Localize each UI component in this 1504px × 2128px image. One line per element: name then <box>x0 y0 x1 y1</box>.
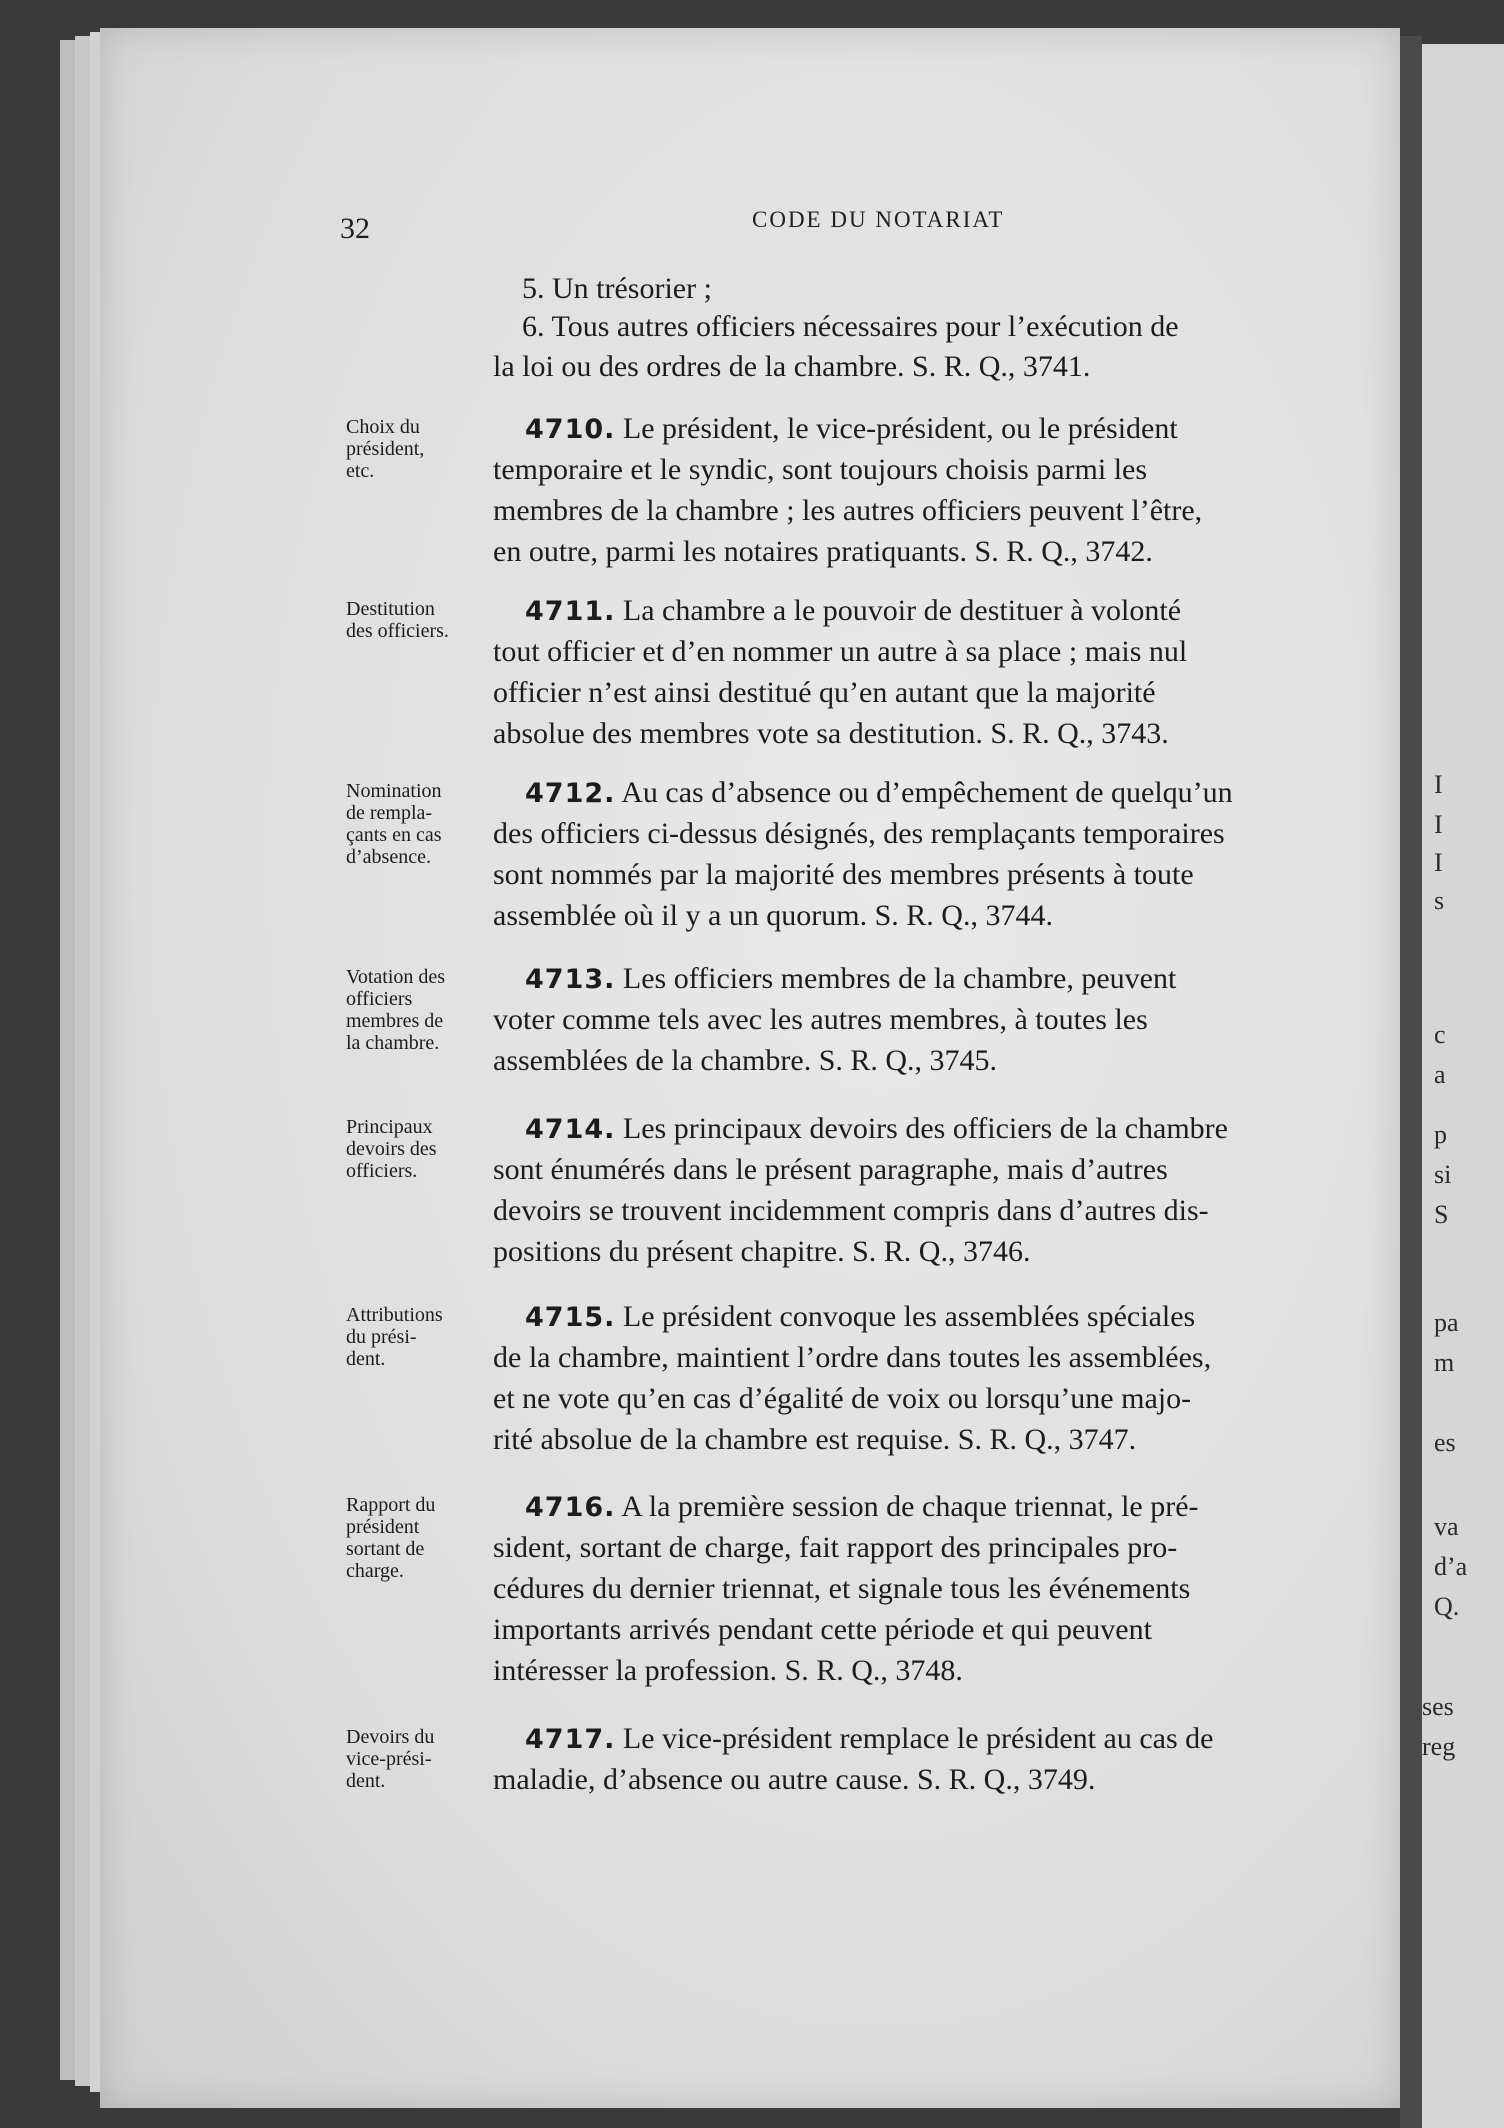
facing-page-fragment: va <box>1434 1512 1459 1541</box>
article-number: 4713. <box>525 964 616 995</box>
margin-note-line: Nomination <box>346 780 442 802</box>
article-number: 4715. <box>525 1302 616 1333</box>
facing-page-fragment: Q. <box>1434 1592 1460 1621</box>
facing-page-fragment: reg <box>1422 1732 1456 1761</box>
article-text: Les principaux devoirs des officiers de la chambre <box>615 1112 1228 1145</box>
margin-note <box>346 1494 496 1582</box>
margin-note-line: d’absence. <box>346 846 431 868</box>
article-line: intéresser la profession. S. R. Q., 3748. <box>493 1654 963 1687</box>
margin-note-line: président, <box>346 438 425 460</box>
margin-note-line: officiers <box>346 988 413 1010</box>
margin-note-line: sortant de <box>346 1538 425 1560</box>
article-line: de la chambre, maintient l’ordre dans toutes les assemblées, <box>493 1341 1212 1374</box>
article-number: 4711. <box>525 596 616 627</box>
facing-page-fragment: c <box>1434 1020 1446 1049</box>
facing-page-edge <box>1422 44 1504 2128</box>
facing-page-fragment: s <box>1434 886 1445 915</box>
article-line <box>525 412 1178 446</box>
margin-note-line: Rapport du <box>346 1494 436 1516</box>
facing-page-fragment: pa <box>1434 1308 1459 1337</box>
facing-page-fragment: I <box>1434 770 1443 799</box>
margin-note <box>346 1116 496 1182</box>
margin-note <box>346 598 496 642</box>
article-number: 4717. <box>525 1724 616 1755</box>
article-line: assemblées de la chambre. S. R. Q., 3745. <box>493 1044 998 1077</box>
margin-note-line: Choix du <box>346 416 420 438</box>
article-line <box>525 1722 1213 1756</box>
article-text: Le vice-président remplace le président au cas de <box>615 1722 1214 1755</box>
article-line <box>525 1300 1195 1334</box>
article-line: voter comme tels avec les autres membres, à toutes les <box>493 1003 1148 1036</box>
margin-note <box>346 780 496 868</box>
margin-note-line: du prési- <box>346 1326 417 1348</box>
article-line <box>525 962 1176 996</box>
facing-page-fragment: m <box>1434 1348 1455 1377</box>
margin-note-line: membres de <box>346 1010 444 1032</box>
article-line: sont nommés par la majorité des membres présents à toute <box>493 858 1194 891</box>
article-line: des officiers ci-dessus désignés, des remplaçants temporaires <box>493 817 1225 850</box>
article-line: sident, sortant de charge, fait rapport des principales pro- <box>493 1531 1178 1564</box>
article-line: tout officier et d’en nommer un autre à sa place ; mais nul <box>493 635 1188 668</box>
article-line: absolue des membres vote sa destitution. S. R. Q., 3743. <box>493 717 1169 750</box>
margin-note-line: charge. <box>346 1560 404 1582</box>
article-number: 4710. <box>525 414 616 445</box>
facing-page-fragment: d’a <box>1434 1552 1468 1581</box>
article-line: et ne vote qu’en cas d’égalité de voix ou lorsqu’une majo- <box>493 1382 1192 1415</box>
article-line <box>525 1490 1199 1524</box>
margin-note-line: Principaux <box>346 1116 433 1138</box>
facing-page-fragment: a <box>1434 1060 1446 1089</box>
margin-note-line: devoirs des <box>346 1138 437 1160</box>
margin-note-line: Devoirs du <box>346 1726 435 1748</box>
text-line: 5. Un trésorier ; <box>522 272 712 305</box>
article-line: assemblée où il y a un quorum. S. R. Q., 3744. <box>493 899 1053 932</box>
article-line: membres de la chambre ; les autres officiers peuvent l’être, <box>493 494 1203 527</box>
text-line: 6. Tous autres officiers nécessaires pour l’exécution de <box>522 310 1179 343</box>
margin-note-line: çants en cas <box>346 824 442 846</box>
book-gutter <box>1400 36 1422 2128</box>
facing-page-fragment: I <box>1434 810 1443 839</box>
margin-note <box>346 1304 496 1370</box>
margin-note-line: Votation des <box>346 966 446 988</box>
article-number: 4716. <box>525 1492 616 1523</box>
margin-note-line: des officiers. <box>346 620 449 642</box>
margin-note-line: dent. <box>346 1348 386 1370</box>
article-text: Les officiers membres de la chambre, peuvent <box>615 962 1177 995</box>
running-head: CODE DU NOTARIAT <box>752 207 1005 232</box>
margin-note-line: de rempla- <box>346 802 433 824</box>
facing-page-fragment: si <box>1434 1160 1452 1189</box>
page-number: 32 <box>340 212 370 245</box>
article-line: importants arrivés pendant cette période et qui peuvent <box>493 1613 1152 1646</box>
article-text: Au cas d’absence ou d’empêchement de quelqu’un <box>615 776 1233 809</box>
article-text: La chambre a le pouvoir de destituer à volonté <box>615 594 1182 627</box>
article-number: 4714. <box>525 1114 616 1145</box>
facing-page-fragment: ses <box>1422 1692 1454 1721</box>
article-line <box>525 594 1181 628</box>
margin-note-line: vice-prési- <box>346 1748 432 1770</box>
article-line: cédures du dernier triennat, et signale tous les événements <box>493 1572 1191 1605</box>
margin-note <box>346 1726 496 1792</box>
margin-note <box>346 966 496 1054</box>
margin-note-line: officiers. <box>346 1160 418 1182</box>
margin-note <box>346 416 496 482</box>
article-text: A la première session de chaque triennat, le pré- <box>615 1490 1199 1523</box>
margin-note-line: Destitution <box>346 598 435 620</box>
article-text: Le président convoque les assemblées spéciales <box>615 1300 1196 1333</box>
article-line: sont énumérés dans le présent paragraphe, mais d’autres <box>493 1153 1168 1186</box>
margin-note-line: etc. <box>346 460 375 482</box>
text-line: la loi ou des ordres de la chambre. S. R. Q., 3741. <box>493 350 1091 383</box>
article-line: officier n’est ainsi destitué qu’en autant que la majorité <box>493 676 1156 709</box>
facing-page-fragment: es <box>1434 1428 1456 1457</box>
article-line: maladie, d’absence ou autre cause. S. R. Q., 3749. <box>493 1763 1096 1796</box>
article-line: devoirs se trouvent incidemment compris dans d’autres dis- <box>493 1194 1209 1227</box>
article-line <box>525 776 1233 810</box>
facing-page-fragment: I <box>1434 848 1443 877</box>
article-number: 4712. <box>525 778 616 809</box>
margin-note-line: président <box>346 1516 420 1538</box>
margin-note-line: Attributions <box>346 1304 443 1326</box>
article-line: temporaire et le syndic, sont toujours choisis parmi les <box>493 453 1148 486</box>
article-line: en outre, parmi les notaires pratiquants. S. R. Q., 3742. <box>493 535 1153 568</box>
article-line <box>525 1112 1228 1146</box>
article-line: positions du présent chapitre. S. R. Q., 3746. <box>493 1235 1031 1268</box>
facing-page-fragment: p <box>1434 1120 1447 1149</box>
article-line: rité absolue de la chambre est requise. S. R. Q., 3747. <box>493 1423 1137 1456</box>
margin-note-line: la chambre. <box>346 1032 440 1054</box>
article-text: Le président, le vice-président, ou le président <box>615 412 1178 445</box>
margin-note-line: dent. <box>346 1770 386 1792</box>
facing-page-fragment: S <box>1434 1200 1449 1229</box>
